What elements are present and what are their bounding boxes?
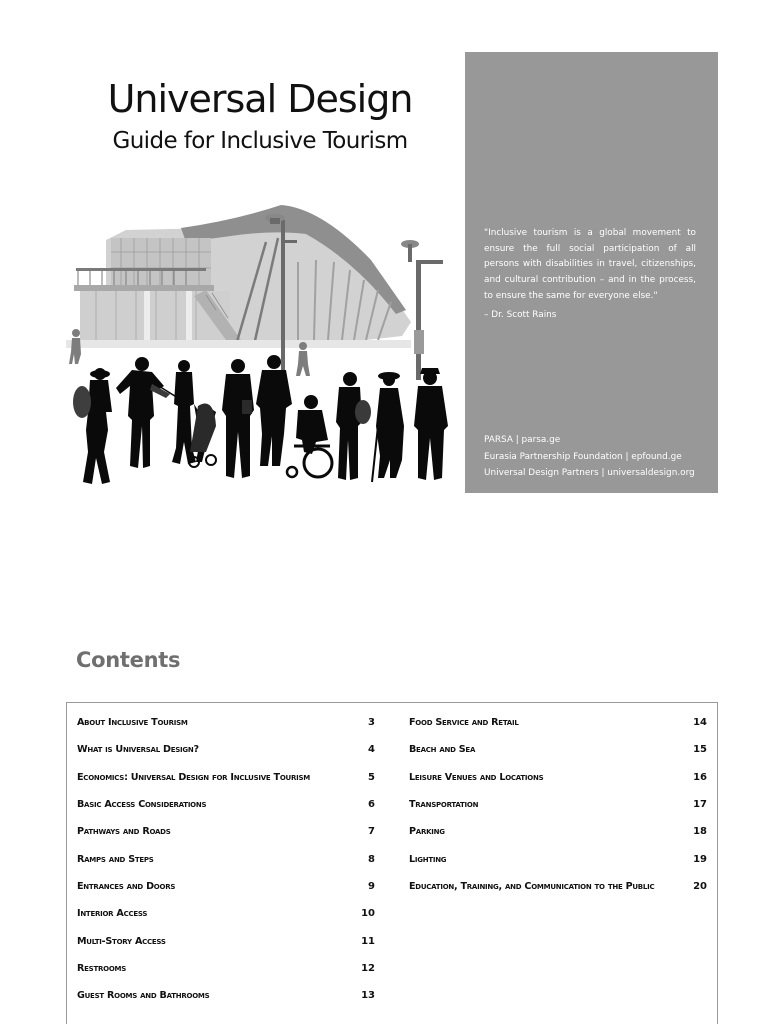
toc-entry-page: 9: [368, 880, 375, 892]
toc-entry-page: 15: [693, 744, 707, 756]
toc-left-column: [77, 709, 375, 1009]
toc-entry-title: Education, Training, and Communication to the Public: [409, 880, 655, 892]
contents-heading: Contents: [76, 648, 181, 672]
toc-entry-page: 18: [693, 826, 707, 838]
toc-entry-title: Transportation: [409, 799, 479, 811]
toc-entry-title: Interior Access: [77, 908, 148, 920]
partner-parsa: PARSA | parsa.ge: [484, 435, 561, 445]
toc-entry[interactable]: [409, 873, 707, 900]
building-illustration: [66, 205, 411, 348]
toc-entry[interactable]: [409, 736, 707, 763]
toc-entry-page: 8: [368, 853, 375, 865]
toc-entry-page: 19: [693, 853, 707, 865]
toc-right-column: [409, 709, 707, 900]
toc-entry[interactable]: [77, 873, 375, 900]
toc-entry[interactable]: [77, 709, 375, 736]
quote-text: "Inclusive tourism is a global movement to ensure the full social participation of all persons with disabilities in travel, citizenships, and cultural contribution – and in the process, to ensure the same for everyone else.": [484, 228, 696, 301]
toc-entry[interactable]: [77, 845, 375, 872]
toc-entry-page: 10: [361, 908, 375, 920]
toc-entry-title: Pathways and Roads: [77, 826, 171, 838]
toc-entry-page: 12: [361, 962, 375, 974]
toc-entry[interactable]: [77, 955, 375, 982]
toc-entry-title: Ramps and Steps: [77, 853, 154, 865]
toc-entry-title: Restrooms: [77, 962, 127, 974]
quote-panel: [465, 52, 718, 493]
toc-entry-page: 20: [693, 880, 707, 892]
toc-entry-title: About Inclusive Tourism: [77, 717, 188, 729]
toc-entry-page: 6: [368, 799, 375, 811]
toc-entry-title: Entrances and Doors: [77, 880, 176, 892]
tourism-crowd-illustration: [66, 190, 458, 490]
toc-entry[interactable]: [409, 709, 707, 736]
toc-entry[interactable]: [77, 927, 375, 954]
toc-entry[interactable]: [409, 791, 707, 818]
toc-entry-title: Parking: [409, 826, 445, 838]
toc-entry-title: Food Service and Retail: [409, 717, 519, 729]
partner-eurasia: Eurasia Partnership Foundation | epfound.ge: [484, 451, 682, 462]
toc-entry-title: Leisure Venues and Locations: [409, 771, 544, 783]
toc-entry-page: 11: [361, 935, 375, 947]
toc-entry-page: 4: [368, 744, 375, 756]
toc-entry-title: Basic Access Considerations: [77, 799, 207, 811]
toc-entry-page: 5: [368, 771, 375, 783]
toc-entry[interactable]: [409, 764, 707, 791]
toc-entry-title: Guest Rooms and Bathrooms: [77, 990, 210, 1002]
toc-entry-page: 14: [693, 717, 707, 729]
toc-entry[interactable]: [409, 818, 707, 845]
toc-entry[interactable]: [77, 982, 375, 1009]
toc-entry[interactable]: [77, 791, 375, 818]
toc-entry-title: Economics: Universal Design for Inclusive Tourism: [77, 771, 310, 783]
toc-entry[interactable]: [77, 736, 375, 763]
toc-entry-page: 13: [361, 990, 375, 1002]
toc-entry-page: 7: [368, 826, 375, 838]
toc-entry-page: 3: [368, 717, 375, 729]
partner-list: [484, 432, 714, 482]
toc-entry-page: 16: [693, 771, 707, 783]
toc-entry[interactable]: [77, 764, 375, 791]
crowd-silhouettes: [73, 355, 448, 484]
toc-entry-page: 17: [693, 799, 707, 811]
partner-universal-design: Universal Design Partners | universaldesign.org: [484, 468, 695, 478]
toc-entry[interactable]: [77, 900, 375, 927]
title-block: [60, 74, 460, 157]
quote-author: – Dr. Scott Rains: [484, 310, 557, 320]
toc-entry-title: Multi-Story Access: [77, 935, 166, 947]
toc-entry[interactable]: [77, 818, 375, 845]
page-subtitle: Guide for Inclusive Tourism: [112, 128, 408, 154]
toc-entry[interactable]: [409, 845, 707, 872]
toc-entry-title: Lighting: [409, 853, 447, 865]
table-of-contents: [66, 702, 718, 1024]
page-title: Universal Design: [107, 77, 413, 121]
toc-entry-title: What is Universal Design?: [77, 744, 199, 756]
toc-entry-title: Beach and Sea: [409, 744, 476, 756]
